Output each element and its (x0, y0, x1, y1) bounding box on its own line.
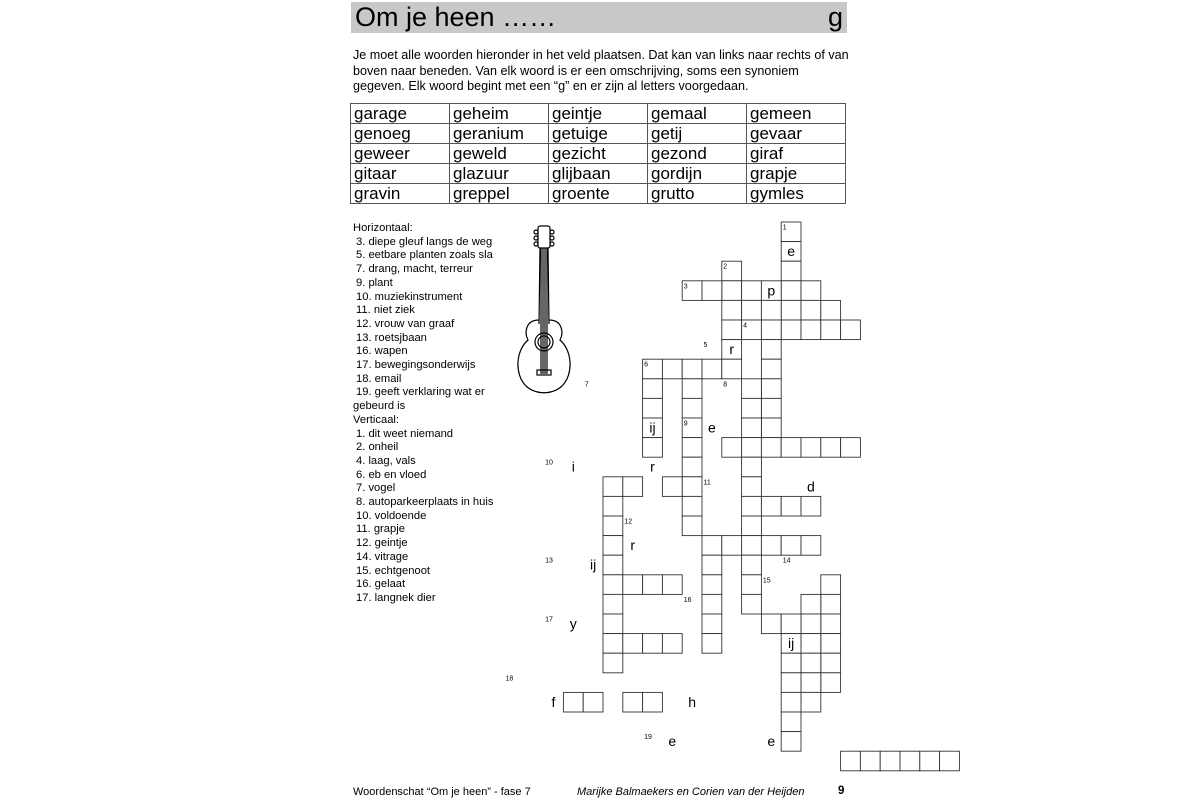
grid-cell[interactable] (821, 438, 841, 458)
grid-cell[interactable] (603, 477, 623, 497)
clue-horizontal: 10. muziekinstrument (356, 290, 463, 303)
clue-number: 8 (723, 381, 728, 389)
grid-cell[interactable] (821, 320, 841, 340)
grid-cell[interactable] (682, 496, 702, 516)
grid-cell[interactable] (643, 398, 663, 418)
given-letter: d (807, 478, 815, 495)
grid-cell[interactable] (742, 418, 762, 438)
given-letter: e (708, 419, 716, 436)
word-cell: geranium (450, 124, 549, 144)
given-letter: r (729, 341, 735, 358)
grid-cell[interactable] (563, 692, 583, 712)
grid-cell[interactable] (702, 575, 722, 595)
word-cell: gemeen (747, 104, 846, 124)
clue-horizontal: 9. plant (356, 276, 393, 289)
clue-vertical: 7. vogel (356, 482, 396, 495)
title-text: Om je heen …… (355, 2, 557, 32)
word-cell: gezond (648, 144, 747, 164)
given-letter: h (688, 693, 696, 710)
grid-cell[interactable] (761, 398, 781, 418)
clue-number: 3 (683, 283, 688, 291)
grid-cell[interactable] (603, 653, 623, 673)
grid-cell[interactable] (643, 634, 663, 654)
grid-cell[interactable] (761, 496, 781, 516)
clue-vertical: 8. autoparkeerplaats in huis (356, 496, 494, 509)
grid-cell[interactable] (781, 438, 801, 458)
grid-cell[interactable] (781, 732, 801, 752)
grid-cell[interactable] (742, 477, 762, 497)
clue-number: 10 (545, 459, 553, 467)
grid-cell[interactable] (761, 438, 781, 458)
clue-vertical: 6. eb en vloed (356, 468, 427, 481)
grid-cell[interactable] (643, 575, 663, 595)
word-cell: genoeg (351, 124, 450, 144)
grid-cell[interactable] (781, 320, 801, 340)
page-number: 9 (838, 785, 845, 797)
word-cell: gymles (747, 184, 846, 204)
given-letter: r (630, 537, 636, 554)
given-letter: e (767, 733, 776, 750)
grid-cell[interactable] (742, 281, 762, 301)
word-cell: gordijn (648, 164, 747, 184)
clue-number: 18 (505, 675, 514, 683)
grid-cell[interactable] (781, 496, 801, 516)
grid-cell[interactable] (761, 340, 781, 360)
grid-cell[interactable] (781, 281, 801, 301)
grid-cell[interactable] (821, 575, 841, 595)
grid-cell[interactable] (742, 300, 762, 320)
grid-cell[interactable] (761, 418, 781, 438)
grid-cell[interactable] (880, 751, 900, 771)
grid-cell[interactable] (841, 320, 861, 340)
grid-cell[interactable] (742, 516, 762, 536)
grid-cell[interactable] (603, 496, 623, 516)
grid-cell[interactable] (662, 634, 682, 654)
word-cell: geweer (351, 144, 450, 164)
grid-cell[interactable] (623, 575, 643, 595)
grid-cell[interactable] (682, 438, 702, 458)
given-letter: y (569, 615, 577, 632)
given-letter: e (668, 733, 677, 750)
grid-cell[interactable] (702, 359, 722, 379)
grid-cell[interactable] (643, 438, 663, 458)
grid-cell[interactable] (742, 575, 762, 595)
clue-vertical: 2. onheil (356, 441, 399, 454)
grid-cell[interactable] (722, 359, 742, 379)
word-cell: gemaal (648, 104, 747, 124)
clue-number: 7 (584, 381, 589, 389)
clue-number: 6 (644, 361, 649, 369)
grid-cell[interactable] (801, 653, 821, 673)
clue-number: 13 (545, 557, 553, 565)
grid-cell[interactable] (801, 281, 821, 301)
clue-vertical: 15. echtgenoot (356, 564, 431, 577)
clue-horizontal: 3. diepe gleuf langs de weg (356, 235, 493, 248)
grid-cell[interactable] (821, 653, 841, 673)
grid-cell[interactable] (742, 457, 762, 477)
grid-cell[interactable] (722, 300, 742, 320)
footer-authors: Marijke Balmaekers en Corien van der Heijden (577, 786, 805, 798)
grid-cell[interactable] (603, 536, 623, 556)
clue-header-vertical: Verticaal: (353, 413, 400, 426)
grid-cell[interactable] (761, 300, 781, 320)
grid-cell[interactable] (702, 281, 722, 301)
given-letter: i (571, 458, 575, 475)
grid-cell[interactable] (900, 751, 920, 771)
clue-number: 12 (624, 518, 633, 526)
clue-header-horizontal: Horizontaal: (353, 222, 413, 234)
grid-cell[interactable] (821, 634, 841, 654)
grid-cell[interactable] (742, 536, 762, 556)
grid-cell[interactable] (742, 379, 762, 399)
grid-cell[interactable] (682, 359, 702, 379)
grid-cell[interactable] (662, 359, 682, 379)
grid-cell[interactable] (742, 555, 762, 575)
grid-cell[interactable] (821, 300, 841, 320)
clue-vertical: 11. grapje (356, 523, 405, 536)
grid-cell[interactable] (860, 751, 880, 771)
clue-number: 5 (703, 342, 708, 350)
clue-vertical: 1. dit weet niemand (356, 427, 454, 440)
grid-cell[interactable] (781, 692, 801, 712)
grid-cell[interactable] (801, 673, 821, 693)
word-cell: grutto (648, 184, 747, 204)
grid-cell[interactable] (821, 673, 841, 693)
grid-cell[interactable] (603, 555, 623, 575)
clue-vertical: 10. voldoende (356, 509, 427, 522)
grid-cell[interactable] (702, 594, 722, 614)
word-cell: glazuur (450, 164, 549, 184)
grid-cell[interactable] (821, 594, 841, 614)
word-cell: geweld (450, 144, 549, 164)
grid-cell[interactable] (781, 653, 801, 673)
footer-left: Woordenschat “Om je heen” - fase 7 (353, 786, 531, 798)
word-cell: gevaar (747, 124, 846, 144)
word-cell: geheim (450, 104, 549, 124)
given-letter: e (787, 243, 795, 260)
instructions: Je moet alle woorden hieronder in het veld plaatsen. Dat kan van links naar rechts of van boven naar beneden. Van elk woord is er een omschrijving, soms een synoniem gegeven. Elk woord begint met een “g” en er zijn al letters voorgedaan. (353, 48, 849, 93)
grid-cell[interactable] (583, 692, 603, 712)
word-cell: giraf (747, 144, 846, 164)
grid-cell[interactable] (662, 575, 682, 595)
grid-cell[interactable] (801, 320, 821, 340)
word-cell: gravin (351, 184, 450, 204)
given-letter: p (767, 282, 776, 299)
grid-cell[interactable] (821, 614, 841, 634)
grid-cell[interactable] (643, 692, 663, 712)
clue-horizontal: 5. eetbare planten zoals sla (356, 249, 493, 262)
grid-cell[interactable] (761, 359, 781, 379)
clue-number: 17 (545, 616, 553, 624)
clue-number: 19 (644, 734, 652, 742)
word-cell: garage (351, 104, 450, 124)
word-cell: groente (549, 184, 648, 204)
grid-cell[interactable] (801, 496, 821, 516)
grid-cell[interactable] (722, 281, 742, 301)
clue-number: 9 (683, 420, 688, 428)
word-cell: geintje (549, 104, 648, 124)
word-cell: gezicht (549, 144, 648, 164)
given-letter: r (650, 458, 655, 475)
grid-cell[interactable] (682, 398, 702, 418)
grid-cell[interactable] (702, 614, 722, 634)
grid-cell[interactable] (682, 379, 702, 399)
grid-cell[interactable] (603, 575, 623, 595)
clue-number: 1 (782, 224, 787, 232)
grid-cell[interactable] (742, 594, 762, 614)
clue-horizontal: 18. email (356, 372, 402, 385)
clue-number: 11 (703, 479, 711, 487)
grid-cell[interactable] (623, 634, 643, 654)
grid-cell[interactable] (801, 614, 821, 634)
word-cell: getij (648, 124, 747, 144)
clue-horizontal: 16. wapen (356, 345, 408, 358)
grid-cell[interactable] (761, 379, 781, 399)
word-cell: greppel (450, 184, 549, 204)
grid-cell[interactable] (761, 536, 781, 556)
grid-cell[interactable] (722, 536, 742, 556)
grid-cell[interactable] (722, 320, 742, 340)
given-letter: ij (787, 635, 795, 652)
clue-vertical: 16. gelaat (356, 578, 406, 591)
given-letter: ij (589, 556, 597, 573)
grid-cell[interactable] (623, 692, 643, 712)
clue-vertical: 17. langnek dier (356, 591, 436, 604)
grid-cell[interactable] (801, 300, 821, 320)
grid-cell[interactable] (841, 751, 861, 771)
grid-cell[interactable] (702, 555, 722, 575)
grid-cell[interactable] (841, 438, 861, 458)
grid-cell[interactable] (623, 477, 643, 497)
clue-horizontal: 19. geeft verklaring wat er gebeurd is (353, 386, 485, 413)
grid-cell[interactable] (940, 751, 960, 771)
given-letter: f (551, 693, 556, 710)
grid-cell[interactable] (682, 457, 702, 477)
grid-cell[interactable] (801, 634, 821, 654)
clue-number: 4 (743, 322, 748, 330)
grid-cell[interactable] (781, 614, 801, 634)
word-cell: gitaar (351, 164, 450, 184)
grid-cell[interactable] (781, 300, 801, 320)
grid-cell[interactable] (781, 261, 801, 281)
word-cell: grapje (747, 164, 846, 184)
grid-cell[interactable] (781, 673, 801, 693)
clue-vertical: 12. geintje (356, 537, 408, 550)
word-cell: glijbaan (549, 164, 648, 184)
grid-cell[interactable] (801, 692, 821, 712)
clue-horizontal: 17. bewegingsonderwijs (356, 359, 476, 372)
word-cell: getuige (549, 124, 648, 144)
grid-cell[interactable] (761, 320, 781, 340)
grid-cell[interactable] (722, 438, 742, 458)
grid-cell[interactable] (702, 634, 722, 654)
grid-cell[interactable] (742, 496, 762, 516)
grid-cell[interactable] (920, 751, 940, 771)
title-letter: g (827, 2, 843, 32)
grid-cell[interactable] (781, 536, 801, 556)
grid-cell[interactable] (742, 438, 762, 458)
clue-number: 14 (782, 557, 791, 565)
grid-cell[interactable] (603, 634, 623, 654)
grid-cell[interactable] (682, 477, 702, 497)
grid-cell[interactable] (742, 398, 762, 418)
grid-cell[interactable] (603, 594, 623, 614)
grid-cell[interactable] (662, 477, 682, 497)
grid-cell[interactable] (682, 516, 702, 536)
grid-cell[interactable] (603, 614, 623, 634)
grid-cell[interactable] (702, 536, 722, 556)
given-letter: ij (649, 419, 656, 436)
clue-vertical: 4. laag, vals (356, 454, 416, 467)
clue-horizontal: 13. roetsjbaan (356, 331, 427, 344)
grid-cell[interactable] (801, 536, 821, 556)
grid-cell[interactable] (603, 516, 623, 536)
clue-number: 15 (762, 577, 771, 585)
grid-cell[interactable] (781, 712, 801, 732)
grid-cell[interactable] (801, 438, 821, 458)
grid-cell[interactable] (801, 594, 821, 614)
clue-number: 2 (723, 263, 728, 271)
grid-cell[interactable] (643, 379, 663, 399)
clue-horizontal: 11. niet ziek (356, 304, 415, 317)
grid-cell[interactable] (761, 614, 781, 634)
clue-vertical: 14. vitrage (356, 550, 409, 563)
clue-horizontal: 7. drang, macht, terreur (356, 263, 473, 276)
clue-horizontal: 12. vrouw van graaf (356, 317, 455, 330)
clue-number: 16 (683, 596, 692, 604)
